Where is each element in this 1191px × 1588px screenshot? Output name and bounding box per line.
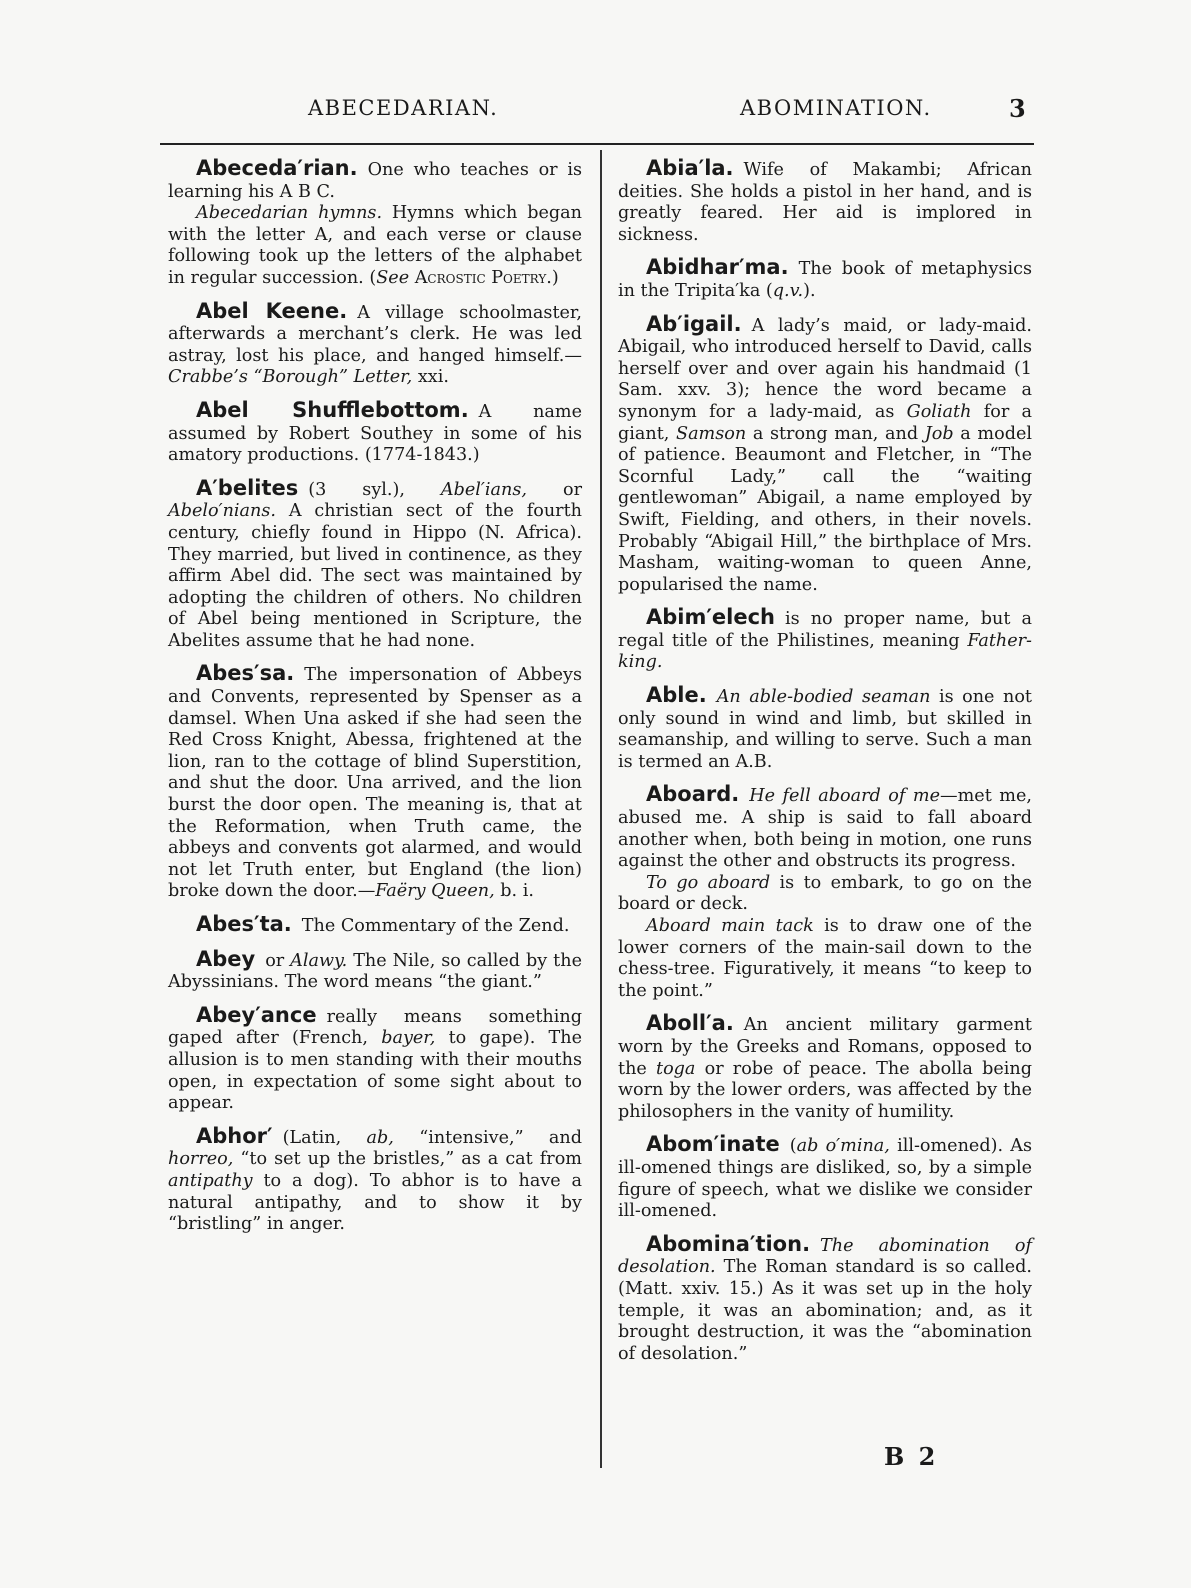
entry-paragraph: [618, 311, 1032, 597]
text-run: (Latin,: [282, 1127, 367, 1148]
text-run: Hymns which began with the letter A, and each verse or clause following took up the letters of the alphabet in regular succession. (: [168, 203, 582, 288]
text-run: or: [527, 479, 582, 500]
dictionary-entry: [618, 311, 1032, 597]
text-run: The book of metaphysics in the Tripita′ka (: [618, 259, 1032, 301]
text-run: ).: [803, 280, 816, 301]
dictionary-entry: [618, 257, 1032, 302]
text-run: (: [789, 1136, 797, 1157]
text-run: An ancient military garment worn by the Greeks and Romans, opposed to the: [618, 1015, 1032, 1079]
text-run: Father-king.: [618, 630, 1032, 673]
text-run: Samson: [676, 423, 747, 444]
dictionary-entry: [618, 1013, 1032, 1123]
dictionary-entry: [168, 475, 582, 653]
headword: Abel Shufflebottom.: [196, 397, 469, 422]
entry-paragraph: [168, 663, 582, 903]
text-run: The Roman standard is so called. (Matt. xxiv. 15.) As it was set up in the holy temple, it was an abomination; and, as it brought destruction, it was the “abomination of desolation.”: [618, 1257, 1032, 1364]
text-run: for a giant,: [618, 401, 1032, 444]
headword: Abes′ta.: [196, 912, 292, 936]
entry-paragraph: [618, 257, 1032, 302]
text-run: really means something gaped after (French,: [168, 1006, 582, 1049]
dictionary-entry: [618, 1134, 1032, 1222]
dictionary-entry: [168, 1123, 582, 1236]
entry-paragraph: [168, 1002, 582, 1115]
text-run: A name assumed by Robert Southey in some of his amatory productions. (1774-1843.): [168, 401, 582, 466]
text-run: b. i.: [494, 881, 534, 902]
text-run: or robe of peace. The abolla being worn by the lower orders, was affected by the philosophers in the vanity of humility.: [618, 1058, 1032, 1122]
text-run: ill-omened). As ill-omened things are disliked, so, by a simple figure of speech, what we dislike we consider ill-omened.: [618, 1136, 1032, 1222]
headword: Abey′ance: [196, 1002, 317, 1027]
text-run: is no proper name, but a regal title of the Philistines, meaning: [618, 609, 1032, 651]
page-number: 3: [1009, 94, 1026, 123]
entry-paragraph: [168, 158, 582, 203]
text-run: He fell aboard of me: [749, 786, 941, 807]
text-run: Abel′ians,: [440, 479, 527, 500]
column-divider: [600, 150, 602, 1468]
text-run: horreo,: [168, 1149, 234, 1170]
text-run: is one not only sound in wind and limb, but skilled in seamanship, and willing to serve. Such a man is termed an A.B.: [618, 687, 1032, 772]
entry-paragraph: [618, 685, 1032, 773]
dictionary-entry: [618, 784, 1032, 1002]
text-run: .): [546, 267, 559, 288]
header-left-word: ABECEDARIAN.: [308, 96, 499, 120]
text-run: Wife of Makambi; African deities. She holds a pistol in her hand, and is greatly feared. Her aid is implored in sickness.: [618, 160, 1032, 245]
text-run: To go aboard: [646, 872, 771, 893]
headword: Abim′elech: [646, 605, 775, 630]
text-run: ab,: [366, 1127, 394, 1148]
dictionary-entry: [618, 685, 1032, 773]
dictionary-entry: [168, 158, 582, 290]
right-column: [618, 158, 1032, 1376]
text-run: xxi.: [412, 367, 449, 388]
headword: Abeceda′rian.: [196, 156, 358, 180]
headword: Aboll′a.: [646, 1011, 734, 1036]
entry-paragraph: [618, 1134, 1032, 1222]
dictionary-entry: [168, 1002, 582, 1115]
dictionary-entry: [618, 1231, 1032, 1366]
headword: Abia′la.: [646, 156, 734, 180]
entry-paragraph: [168, 914, 582, 938]
dictionary-entry: [168, 298, 582, 389]
text-run: The Commentary of the Zend.: [301, 916, 570, 936]
text-run: A village schoolmaster, afterwards a merchant’s clerk. He was led astray, lost his place, and hanged himself.—: [168, 302, 582, 366]
text-run: bayer,: [381, 1028, 436, 1049]
entry-paragraph: [168, 203, 582, 289]
text-run: (3 syl.),: [308, 479, 441, 500]
entry-paragraph: [618, 873, 1032, 916]
dictionary-entry: [168, 946, 582, 994]
running-header: [160, 96, 1040, 136]
headword: Abes′sa.: [196, 661, 295, 686]
text-run: a strong man, and: [746, 423, 925, 444]
text-run: is to draw one of the lower corners of the main-sail down to the chess-tree. Figuratively, it means “to keep to the point.”: [618, 916, 1032, 1001]
text-run: “to set up the bristles,” as a cat from: [233, 1149, 582, 1170]
headword: Abey: [196, 946, 256, 971]
text-run: to gape). The allusion is to men standing with their mouths open, in expectation of some sight about to appear.: [168, 1028, 582, 1114]
text-run: Acrostic Poetry: [414, 267, 547, 288]
text-run: The Nile, so called by the Abyssinians. The word means “the giant.”: [168, 950, 582, 993]
entry-paragraph: [618, 916, 1032, 1002]
headword: Aboard.: [646, 782, 740, 807]
text-run: An able-bodied seaman: [716, 687, 931, 708]
dictionary-entry: [618, 607, 1032, 674]
text-run: is to embark, to go on the board or deck.: [618, 872, 1032, 915]
text-run: “intensive,” and: [393, 1127, 582, 1148]
headword: Abhor′: [196, 1123, 273, 1148]
entry-paragraph: [618, 1013, 1032, 1123]
left-column: [168, 158, 582, 1247]
entry-paragraph: [168, 397, 582, 467]
text-run: One who teaches or is learning his A B C.: [168, 160, 582, 202]
text-run: Abelo′nians.: [168, 501, 276, 522]
headword: Abomina′tion.: [646, 1231, 811, 1256]
text-run: Job: [924, 423, 954, 444]
entry-paragraph: [168, 475, 582, 653]
entry-paragraph: [618, 1231, 1032, 1366]
dictionary-entry: [618, 158, 1032, 246]
headword: Abidhar′ma.: [646, 255, 789, 280]
text-run: antipathy: [168, 1170, 253, 1191]
text-run: ab o′mina,: [796, 1136, 890, 1157]
text-run: to a dog). To abhor is to have a natural antipathy, and to show it by “bristling” in anger.: [168, 1170, 582, 1235]
entry-paragraph: [618, 158, 1032, 246]
headword: Abom′inate: [646, 1132, 780, 1157]
text-run: Abecedarian hymns.: [196, 203, 383, 224]
text-run: The impersonation of Abbeys and Convents, represented by Spenser as a damsel. When Una asked if she had seen the Red Cross Knight, Abessa, frightened at the lion, ran to the cottage of blind Superstition, and shut the door. Una arrived, and the lion burst the door open. The meaning is, that at the Reformation, when Truth came, the abbeys and convents got alarmed, and would not let Truth enter, but England (the lion) broke down the door.—: [168, 665, 582, 902]
entry-paragraph: [168, 298, 582, 389]
text-run: Goliath: [906, 401, 972, 422]
entry-paragraph: [618, 607, 1032, 674]
entry-paragraph: [618, 784, 1032, 872]
text-run: Alawy.: [290, 950, 348, 971]
dictionary-entry: [168, 663, 582, 903]
text-run: Faëry Queen,: [375, 881, 495, 902]
signature-mark: B 2: [884, 1442, 939, 1471]
text-run: Crabbe’s “Borough” Letter,: [168, 367, 413, 388]
header-right-word: ABOMINATION.: [740, 96, 932, 120]
text-run: Aboard main tack: [646, 916, 814, 936]
text-run: —met me, abused me. A ship is said to fall aboard another when, both being in motion, one runs against the other and obstructs its progress.: [618, 786, 1032, 872]
dictionary-entry: [168, 397, 582, 467]
headword: Abel Keene.: [196, 298, 348, 323]
dictionary-entry: [168, 914, 582, 938]
header-rule: [160, 143, 1034, 145]
text-run: A christian sect of the fourth century, chiefly found in Hippo (N. Africa). They married, but lived in continence, as they affirm Abel did. The sect was maintained by adopting the children of others. No children of Abel being mentioned in Scripture, the Abelites assume that he had none.: [168, 501, 582, 651]
headword: Able.: [646, 683, 707, 708]
text-run: See: [376, 267, 410, 288]
headword: A′belites: [196, 475, 299, 500]
entry-paragraph: [168, 1123, 582, 1236]
text-run: A lady’s maid, or lady-maid. Abigail, who introduced herself to David, calls herself over and over again his handmaid (1 Sam. xxv. 3); hence the word became a synonym for a lady-maid, as: [618, 315, 1032, 422]
text-run: The abomination of desolation.: [618, 1235, 1032, 1278]
entry-paragraph: [168, 946, 582, 994]
text-run: q.v.: [772, 280, 804, 301]
headword: Ab′igail.: [646, 311, 742, 336]
text-run: or: [265, 950, 291, 971]
text-run: toga: [656, 1058, 696, 1079]
text-run: a model of patience. Beaumont and Fletcher, in “The Scornful Lady,” call the “waiting gentlewoman” Abigail, a name employed by Swift, Fielding, and others, in their novels. Probably “Abigail Hill,” the birthplace of Mrs. Masham, waiting-woman to queen Anne, popularised the name.: [618, 423, 1032, 595]
